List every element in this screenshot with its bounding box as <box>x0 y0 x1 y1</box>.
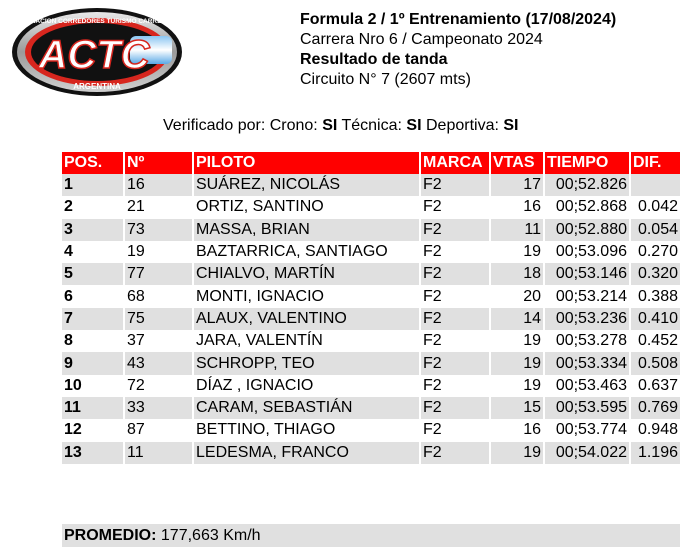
results-body <box>62 174 680 464</box>
cell-pos: 5 <box>62 263 124 285</box>
cell-pos: 4 <box>62 241 124 263</box>
cell-laps: 19 <box>490 442 544 464</box>
cell-time: 00;53.774 <box>544 419 630 441</box>
cell-laps: 17 <box>490 174 544 196</box>
cell-laps: 11 <box>490 219 544 241</box>
cell-time: 00;53.463 <box>544 375 630 397</box>
cell-pos: 11 <box>62 397 124 419</box>
logo-main-text: ACTC <box>38 33 150 77</box>
cell-diff: 0.320 <box>630 263 680 285</box>
cell-number: 73 <box>124 219 193 241</box>
cell-laps: 19 <box>490 375 544 397</box>
cell-driver: JARA, VALENTÍN <box>193 330 420 352</box>
tecnica-value: SI <box>406 117 422 134</box>
cell-time: 00;53.236 <box>544 308 630 330</box>
cell-diff: 0.452 <box>630 330 680 352</box>
cell-number: 72 <box>124 375 193 397</box>
table-header-row <box>62 152 680 174</box>
cell-driver: ORTIZ, SANTINO <box>193 196 420 218</box>
header-number: Nº <box>124 152 193 174</box>
header-brand: MARCA <box>420 152 490 174</box>
logo-top-text: ASOCIACION CORREDORES TURISMO CARRETERA <box>14 18 180 25</box>
cell-brand: F2 <box>420 375 490 397</box>
cell-diff: 0.388 <box>630 285 680 307</box>
cell-time: 00;53.096 <box>544 241 630 263</box>
table-row <box>62 285 680 307</box>
circuit-info: Circuito N° 7 (2607 mts) <box>300 71 471 88</box>
average-label: PROMEDIO: <box>64 527 157 544</box>
table-row <box>62 375 680 397</box>
cell-brand: F2 <box>420 352 490 374</box>
cell-time: 00;52.880 <box>544 219 630 241</box>
cell-brand: F2 <box>420 330 490 352</box>
cell-laps: 19 <box>490 241 544 263</box>
cell-pos: 8 <box>62 330 124 352</box>
logo-bottom-text: ARGENTINA <box>73 82 121 91</box>
cell-driver: BAZTARRICA, SANTIAGO <box>193 241 420 263</box>
race-info: Carrera Nro 6 / Campeonato 2024 <box>300 31 543 48</box>
cell-brand: F2 <box>420 196 490 218</box>
cell-laps: 18 <box>490 263 544 285</box>
cell-pos: 13 <box>62 442 124 464</box>
cell-driver: SCHROPP, TEO <box>193 352 420 374</box>
cell-laps: 19 <box>490 352 544 374</box>
cell-pos: 3 <box>62 219 124 241</box>
cell-driver: ALAUX, VALENTINO <box>193 308 420 330</box>
header-laps: VTAS <box>490 152 544 174</box>
table-row <box>62 174 680 196</box>
table-row <box>62 442 680 464</box>
header-time: TIEMPO <box>544 152 630 174</box>
tecnica-label: Técnica: <box>341 117 402 134</box>
results-table <box>62 152 680 464</box>
average-value: 177,663 Km/h <box>160 527 261 544</box>
cell-diff: 0.508 <box>630 352 680 374</box>
cell-diff: 0.042 <box>630 196 680 218</box>
header-diff: DIF. <box>630 152 680 174</box>
cell-laps: 16 <box>490 196 544 218</box>
result-label: Resultado de tanda <box>300 51 448 68</box>
cell-brand: F2 <box>420 419 490 441</box>
actc-logo <box>10 6 185 98</box>
cell-driver: SUÁREZ, NICOLÁS <box>193 174 420 196</box>
cell-brand: F2 <box>420 442 490 464</box>
cell-number: 19 <box>124 241 193 263</box>
cell-number: 75 <box>124 308 193 330</box>
cell-diff <box>630 174 680 196</box>
cell-pos: 2 <box>62 196 124 218</box>
cell-driver: MASSA, BRIAN <box>193 219 420 241</box>
cell-time: 00;53.334 <box>544 352 630 374</box>
table-row <box>62 196 680 218</box>
cell-pos: 7 <box>62 308 124 330</box>
cell-driver: MONTI, IGNACIO <box>193 285 420 307</box>
cell-driver: BETTINO, THIAGO <box>193 419 420 441</box>
cell-laps: 19 <box>490 330 544 352</box>
cell-number: 77 <box>124 263 193 285</box>
cell-brand: F2 <box>420 308 490 330</box>
event-title: Formula 2 / 1º Entrenamiento (17/08/2024) <box>300 11 617 28</box>
cell-time: 00;53.595 <box>544 397 630 419</box>
cell-driver: LEDESMA, FRANCO <box>193 442 420 464</box>
cell-number: 16 <box>124 174 193 196</box>
cell-diff: 0.054 <box>630 219 680 241</box>
cell-number: 43 <box>124 352 193 374</box>
cell-laps: 20 <box>490 285 544 307</box>
verification-prefix: Verificado por: Crono: <box>163 117 318 134</box>
header-driver: PILOTO <box>193 152 420 174</box>
cell-diff: 0.637 <box>630 375 680 397</box>
cell-number: 68 <box>124 285 193 307</box>
cell-brand: F2 <box>420 241 490 263</box>
cell-brand: F2 <box>420 219 490 241</box>
cell-brand: F2 <box>420 174 490 196</box>
cell-diff: 0.410 <box>630 308 680 330</box>
cell-brand: F2 <box>420 397 490 419</box>
cell-driver: CARAM, SEBASTIÁN <box>193 397 420 419</box>
cell-time: 00;54.022 <box>544 442 630 464</box>
header <box>300 10 616 90</box>
table-row <box>62 330 680 352</box>
cell-time: 00;52.868 <box>544 196 630 218</box>
cell-number: 37 <box>124 330 193 352</box>
cell-time: 00;53.214 <box>544 285 630 307</box>
cell-time: 00;53.146 <box>544 263 630 285</box>
cell-pos: 1 <box>62 174 124 196</box>
cell-pos: 12 <box>62 419 124 441</box>
deportiva-value: SI <box>503 117 519 134</box>
table-row <box>62 263 680 285</box>
cell-driver: DÍAZ , IGNACIO <box>193 375 420 397</box>
table-row <box>62 308 680 330</box>
cell-time: 00;52.826 <box>544 174 630 196</box>
deportiva-label: Deportiva: <box>425 117 499 134</box>
verification-line <box>163 117 518 135</box>
table-row <box>62 397 680 419</box>
cell-laps: 15 <box>490 397 544 419</box>
average-speed <box>62 524 680 547</box>
cell-number: 33 <box>124 397 193 419</box>
table-row <box>62 241 680 263</box>
cell-laps: 16 <box>490 419 544 441</box>
cell-time: 00;53.278 <box>544 330 630 352</box>
cell-number: 11 <box>124 442 193 464</box>
cell-diff: 0.270 <box>630 241 680 263</box>
cell-number: 87 <box>124 419 193 441</box>
cell-diff: 0.948 <box>630 419 680 441</box>
cell-pos: 9 <box>62 352 124 374</box>
cell-brand: F2 <box>420 285 490 307</box>
cell-diff: 0.769 <box>630 397 680 419</box>
table-row <box>62 419 680 441</box>
header-pos: POS. <box>62 152 124 174</box>
table-row <box>62 352 680 374</box>
cell-pos: 10 <box>62 375 124 397</box>
cell-brand: F2 <box>420 263 490 285</box>
cell-pos: 6 <box>62 285 124 307</box>
table-row <box>62 219 680 241</box>
cell-number: 21 <box>124 196 193 218</box>
cell-laps: 14 <box>490 308 544 330</box>
cell-driver: CHIALVO, MARTÍN <box>193 263 420 285</box>
cell-diff: 1.196 <box>630 442 680 464</box>
crono-value: SI <box>322 117 338 134</box>
